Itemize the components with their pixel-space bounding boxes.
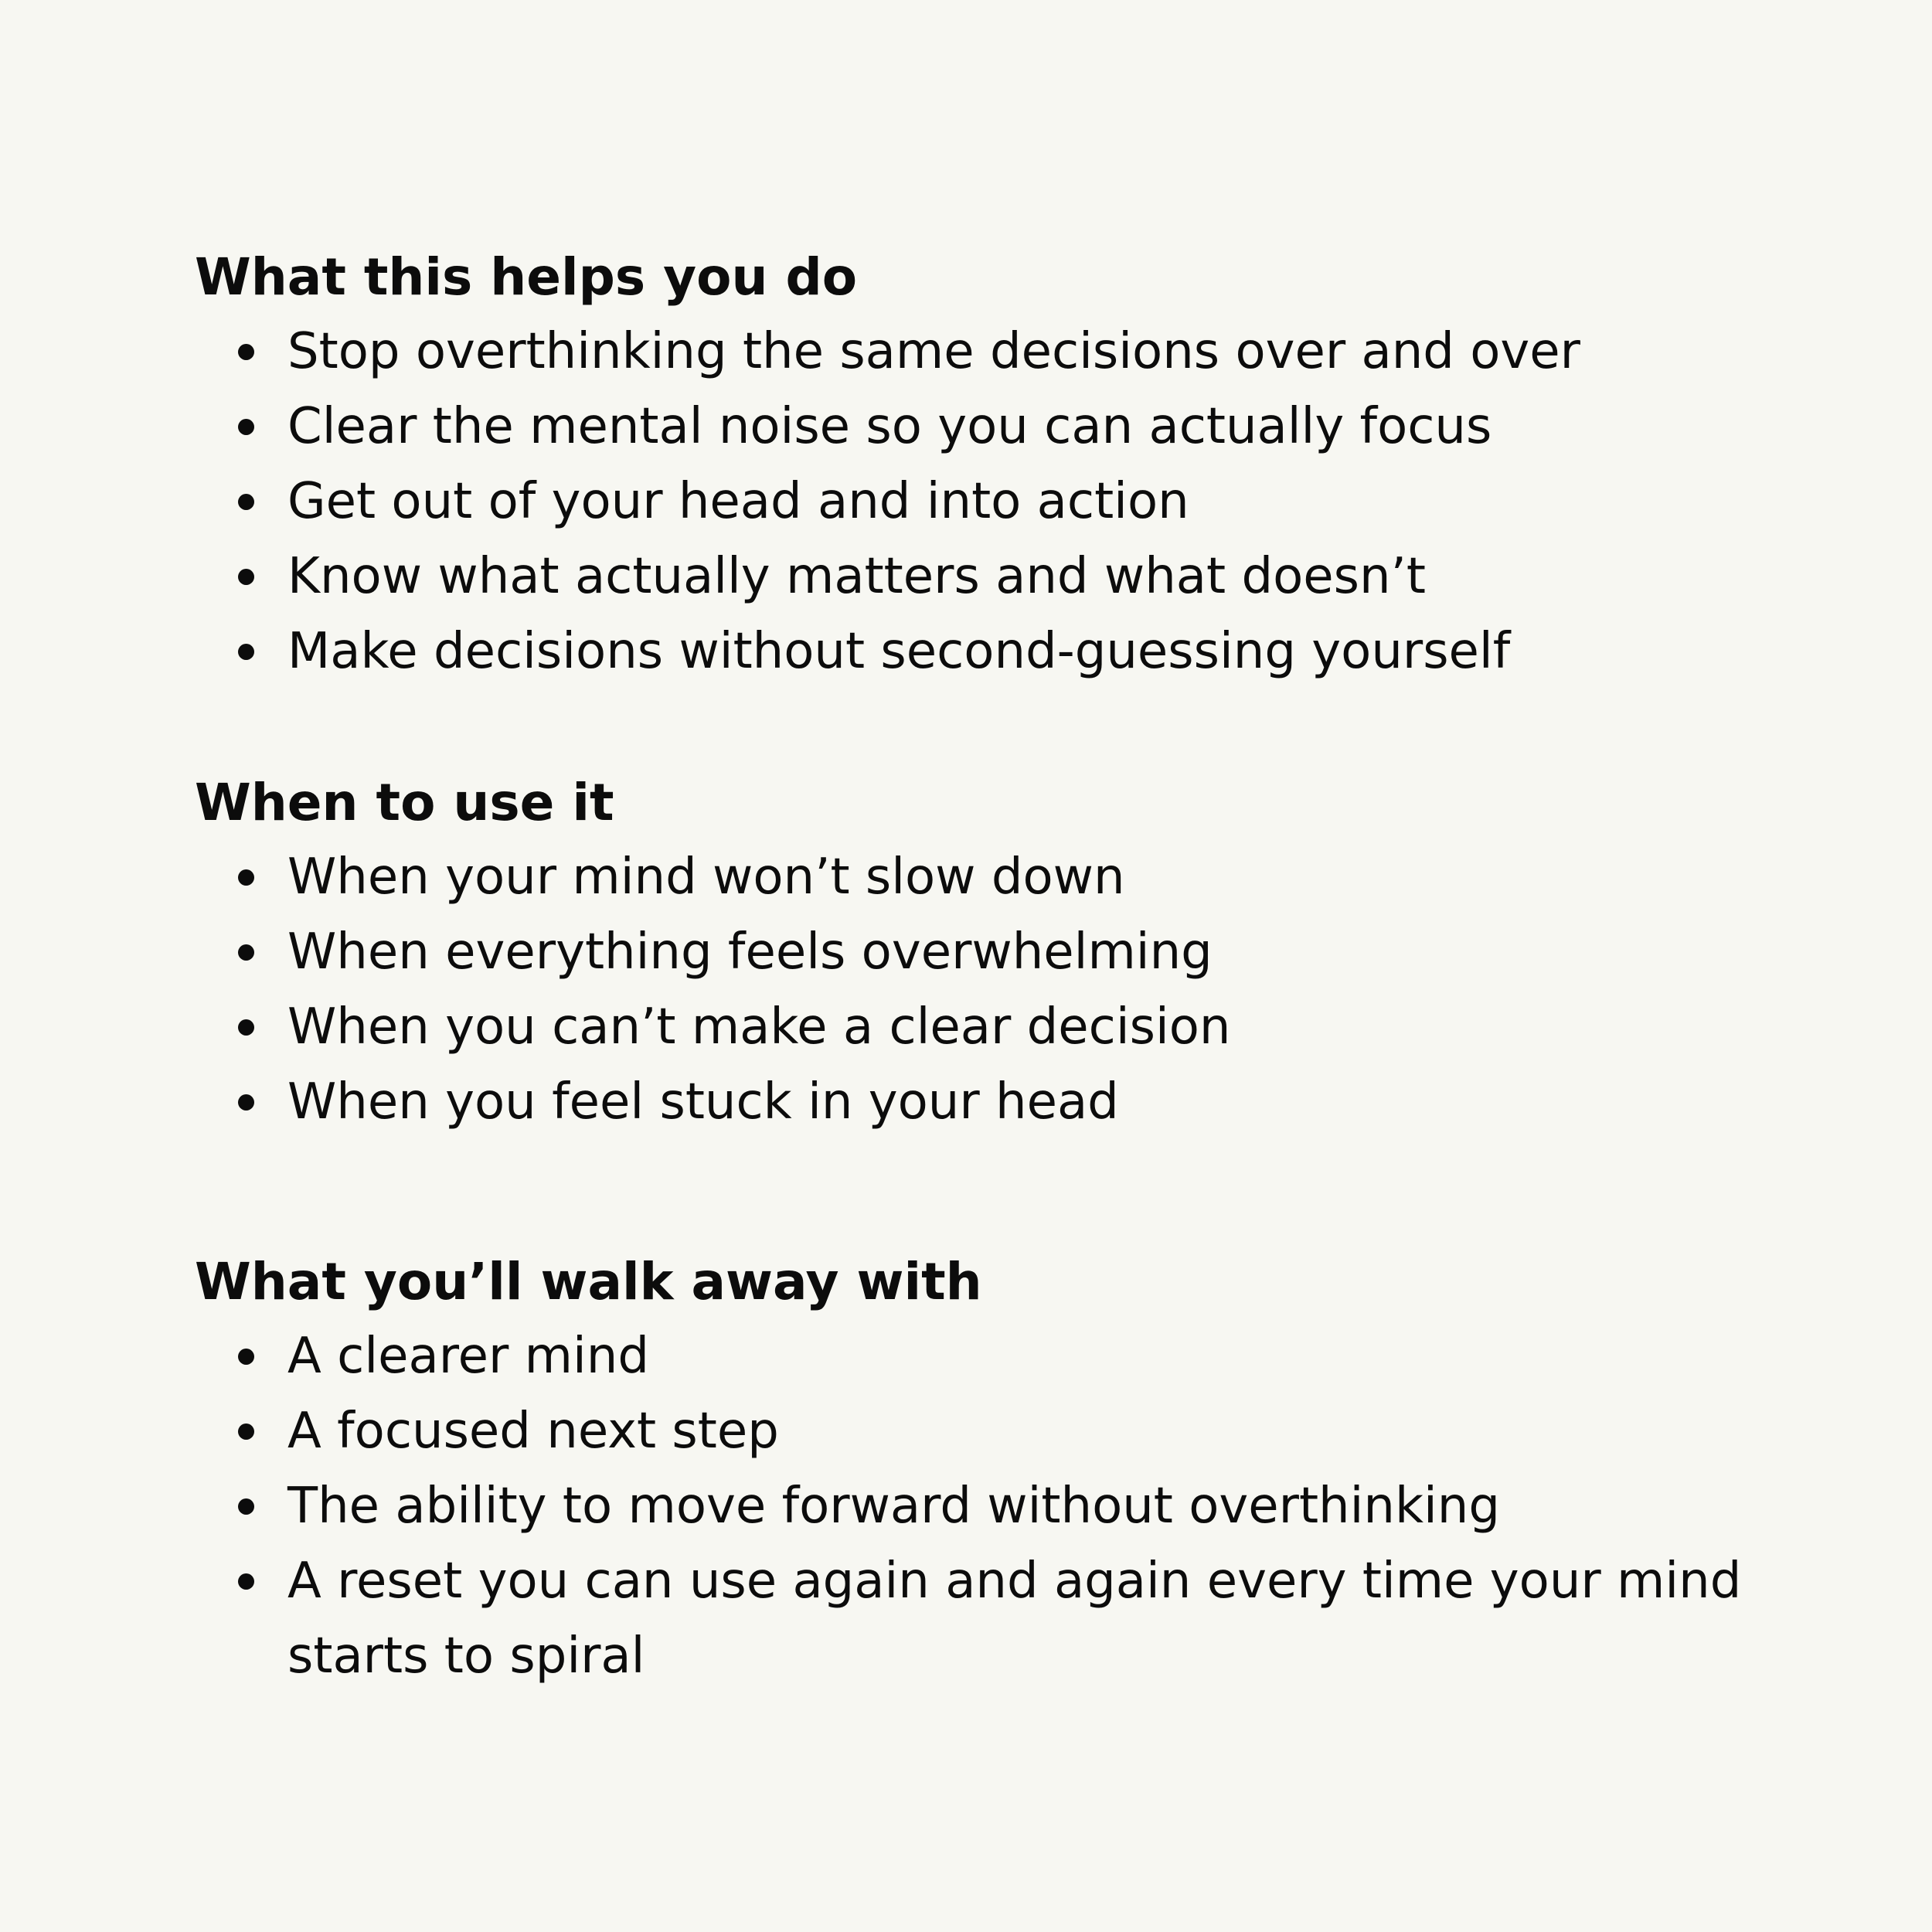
- list-item: [195, 1065, 1779, 1140]
- list-item-text: A focused next step: [287, 1403, 779, 1460]
- section-outcomes: [195, 1244, 1779, 1694]
- list-item: [195, 840, 1779, 915]
- list-item-text: A reset you can use again and again every time your mind starts to spiral: [287, 1553, 1742, 1685]
- bullet-icon: [238, 569, 254, 585]
- list-item-text: Make decisions without second-guessing yourself: [287, 623, 1511, 680]
- list-item: [195, 464, 1779, 539]
- bullet-list: [195, 840, 1779, 1140]
- list-item: [195, 315, 1779, 389]
- list-item-text: When you can’t make a clear decision: [287, 998, 1231, 1056]
- list-item-text: Stop overthinking the same decisions over and over: [287, 323, 1580, 380]
- list-item-text: When everything feels overwhelming: [287, 923, 1213, 981]
- list-item-text: Know what actually matters and what doesn’t: [287, 548, 1426, 605]
- section-heading: When to use it: [195, 773, 614, 832]
- bullet-icon: [238, 644, 254, 660]
- bullet-list: [195, 315, 1779, 689]
- section-benefits: [195, 240, 1779, 689]
- bullet-icon: [238, 1573, 254, 1590]
- bullet-icon: [238, 419, 254, 435]
- bullet-icon: [238, 1498, 254, 1515]
- bullet-icon: [238, 344, 254, 360]
- list-item-text: A clearer mind: [287, 1328, 649, 1385]
- bullet-icon: [238, 869, 254, 886]
- list-item: [195, 915, 1779, 990]
- list-item: [195, 1469, 1779, 1544]
- list-item: [195, 389, 1779, 464]
- list-item: [195, 614, 1779, 689]
- bullet-icon: [238, 1019, 254, 1036]
- list-item-text: When you feel stuck in your head: [287, 1073, 1119, 1131]
- list-item: [195, 539, 1779, 614]
- list-item: [195, 1319, 1779, 1394]
- section-heading: What you’ll walk away with: [195, 1252, 982, 1311]
- list-item: [195, 1394, 1779, 1469]
- bullet-icon: [238, 1094, 254, 1111]
- section-when-to-use: [195, 765, 1779, 1140]
- bullet-icon: [238, 1349, 254, 1365]
- section-heading: What this helps you do: [195, 247, 858, 307]
- list-item-text: Clear the mental noise so you can actually focus: [287, 398, 1492, 455]
- list-item: [195, 990, 1779, 1065]
- list-item-text: Get out of your head and into action: [287, 473, 1189, 530]
- list-item-text: When your mind won’t slow down: [287, 849, 1125, 906]
- bullet-icon: [238, 494, 254, 510]
- bullet-icon: [238, 944, 254, 961]
- list-item-text: The ability to move forward without overthinking: [287, 1478, 1500, 1535]
- bullet-list: [195, 1319, 1779, 1694]
- list-item: [195, 1544, 1779, 1694]
- bullet-icon: [238, 1423, 254, 1440]
